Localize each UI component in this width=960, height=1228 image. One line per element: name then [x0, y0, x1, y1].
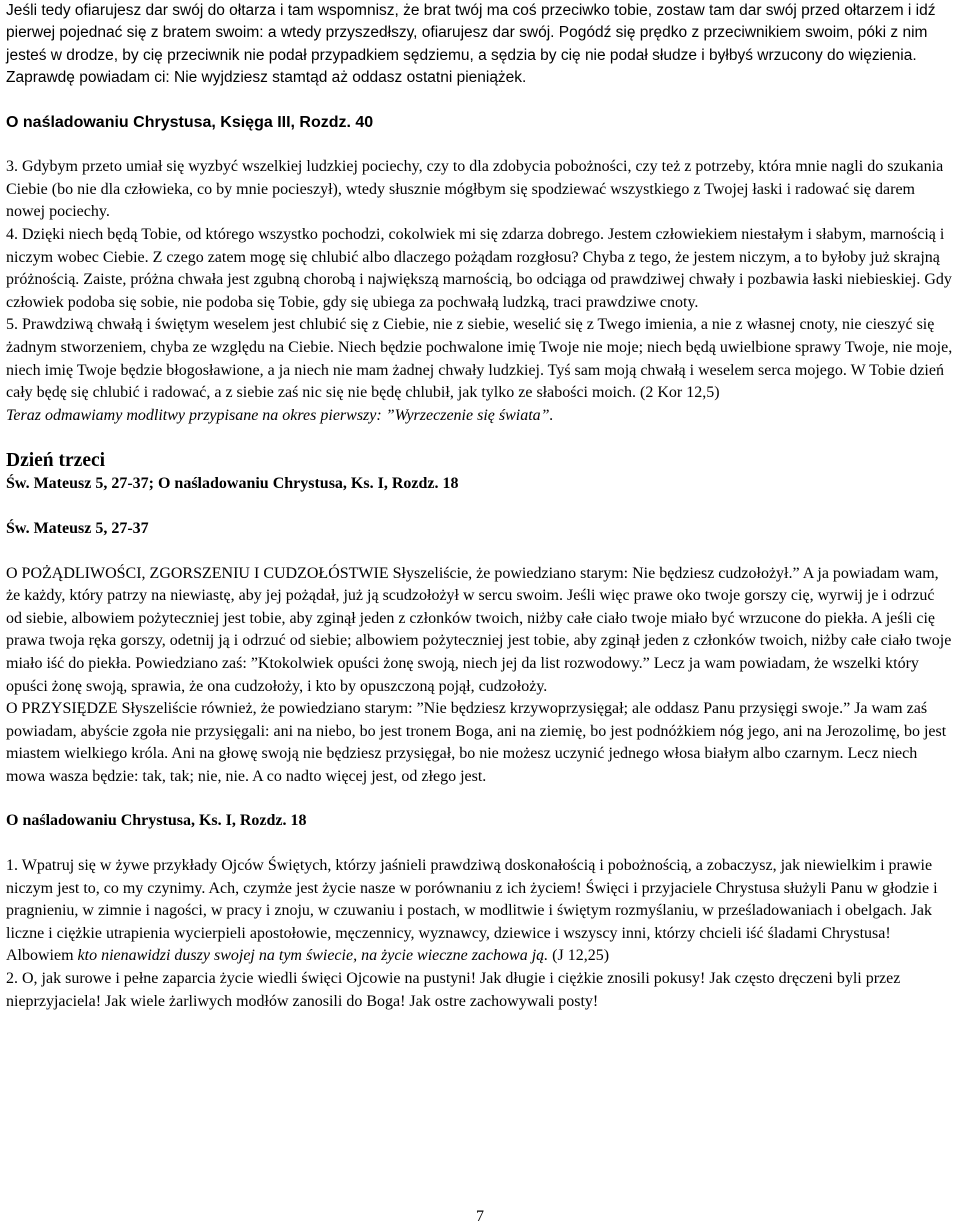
heading-imitation-book-3: O naśladowaniu Chrystusa, Księga III, Rozdz. 40	[6, 113, 374, 131]
day-title: Dzień trzeci	[6, 450, 106, 472]
paragraph-1-text: 1. Wpatruj się w żywe przykłady Ojców Świętych, którzy jaśnieli prawdziwą doskonałością i pobożnością, a zobaczysz, jak niewielkim i prawie niczym jest to, co my czynimy. Ach, czymże jest życie nasze w porównaniu z ich życiem! Święci i przyjaciele Chrystusa służyli Panu w głodzie i pragnieniu, w zimnie i nagości, w pracy i znoju, w czuwaniu i postach, w modlitwie i świętym rozmyślaniu, w prześladowaniach i obelgach. Jak liczne i ciężkie utrapienia wycierpieli apostołowie, męczennicy, wyznawcy, dziewice i wszyscy inni, którzy chcieli iść śladami Chrystusa! Albowiem	[6, 857, 938, 965]
paragraph-lust: O POŻĄDLIWOŚCI, ZGORSZENIU I CUDZOŁÓSTWIE Słyszeliście, że powiedziano starym: Nie będziesz cudzołożył.” A ja powiadam wam, że każdy, który patrzy na niewiastę, aby jej pożądał, już ją scudzołożył w sercu swoim. Jeśli więc prawe oko twoje gorszy cię, wyrwij je i odrzuć od siebie, albowiem pożyteczniej jest tobie, aby zginął jeden z członków twoich, niżby całe ciało twoje miało być wrzucone do piekła. A jeśli cię prawa twoja ręka gorszy, odetnij ją i odrzuć od siebie; albowiem pożyteczniej jest tobie, aby zginął jeden z członków twoich, niżby całe ciało twoje miało iść do piekła. Powiedziano zaś: ”Ktokolwiek opuści żonę swoją, niech jej da list rozwodowy.” Lecz ja wam powiadam, że wszelki który opuści żonę swoją, sprawia, że ona cudzołoży, i kto by opuszczoną pojął, cudzołoży.	[6, 564, 952, 695]
paragraph-4: 4. Dzięki niech będą Tobie, od którego wszystko pochodzi, cokolwiek mi się zdarza dobrego. Jestem człowiekiem niestałym i słabym, marnością i niczym wobec Ciebie. Z czego zatem mogę się chlubić albo dlaczego pożądam rozgłosu? Chyba z tego, że jestem niczym, a to byłoby już skrajną próżnością. Zaiste, próżna chwała jest zgubną chorobą i największą marnością, bo odciąga od prawdziwej chwały i pozbawia łaski niebieskiej. Gdy człowiek podoba się sobie, nie podoba się Tobie, gdy się ubiega za pochwałą ludzką, traci prawdziwe cnoty.	[6, 226, 952, 311]
paragraph-1-citation: (J 12,25)	[548, 947, 610, 965]
page-number: 7	[476, 1208, 484, 1225]
heading-matthew: Św. Mateusz 5, 27-37	[6, 519, 149, 537]
paragraph-1-quote: kto nienawidzi duszy swojej na tym świecie, na życie wieczne zachowa ją.	[77, 947, 549, 965]
prayer-note: Teraz odmawiamy modlitwy przypisane na okres pierwszy: ”Wyrzeczenie się świata”.	[6, 406, 554, 424]
paragraph-oath: O PRZYSIĘDZE Słyszeliście również, że powiedziano starym: ”Nie będziesz krzywoprzysięgał; ale oddasz Panu przysięgi swoje.” Ja wam zaś powiadam, abyście zgoła nie przysięgali: ani na niebo, bo jest tronem Boga, ani na ziemię, bo jest podnóżkiem nóg jego, ani na Jerozolimę, bo jest miastem wielkiego króla. Ani na głowę swoją nie będziesz przysięgał, bo nie możesz uczynić jednego włosa białym albo czarnym. Lecz niech mowa wasza będzie: tak, tak; nie, nie. A co nadto więcej jest, od złego jest.	[6, 700, 947, 785]
paragraph-5: 5. Prawdziwą chwałą i świętym weselem jest chlubić się z Ciebie, nie z siebie, weselić się z Twego imienia, a nie z własnej cnoty, nie cieszyć się żadnym stworzeniem, chyba ze względu na Ciebie. Niech będzie pochwalone imię Twoje nie moje; niech będą uwielbione sprawy Twoje, nie moje, niech imię Twoje będzie błogosławione, a ja niech nie mam żadnej chwały ludzkiej. Tyś sam moją chwałą i weselem serca mojego. W Tobie dzień cały będę się chlubić i radować, a z siebie zaś nic się nie będę chlubił, jak tylko ze słabości moich. (2 Kor 12,5)	[6, 316, 953, 402]
paragraph-3: 3. Gdybym przeto umiał się wyzbyć wszelkiej ludzkiej pociechy, czy to dla zdobycia pobożności, czy też z potrzeby, która mnie nagli do szukania Ciebie (bo nie dla człowieka, co by mnie pocieszył), wtedy słusznie mógłbym się spodziewać wszystkiego z Twojej łaski i radować się darem nowej pociechy.	[6, 158, 944, 221]
paragraph-1	[6, 855, 954, 968]
paragraph-2: 2. O, jak surowe i pełne zaparcia życie wiedli święci Ojcowie na pustyni! Jak długie i ciężkie znosili pokusy! Jak często dręczeni byli przez nieprzyjaciela! Jak wiele żarliwych modłów zanosili do Boga! Jak ostre zachowywali posty!	[6, 970, 901, 1010]
intro-paragraph: Jeśli tedy ofiarujesz dar swój do ołtarza i tam wspomnisz, że brat twój ma coś przeciwko tobie, zostaw tam dar swój przed ołtarzem i idź pierwej pojednać się z bratem swoim: a wtedy przyszedłszy, ofiarujesz dar swój. Pogódź się prędko z przeciwnikiem swoim, póki z nim jesteś w drodze, by cię przeciwnik nie podał przypadkiem sędziemu, a sędzia by cię nie podał słudze i byłbyś wrzucony do więzienia. Zaprawdę powiadam ci: Nie wyjdziesz stamtąd aż oddasz ostatni pieniążek.	[6, 2, 936, 87]
heading-imitation-book-1: O naśladowaniu Chrystusa, Ks. I, Rozdz. 18	[6, 812, 307, 830]
day-subtitle: Św. Mateusz 5, 27-37; O naśladowaniu Chrystusa, Ks. I, Rozdz. 18	[6, 475, 459, 493]
document-page	[6, 0, 954, 1013]
